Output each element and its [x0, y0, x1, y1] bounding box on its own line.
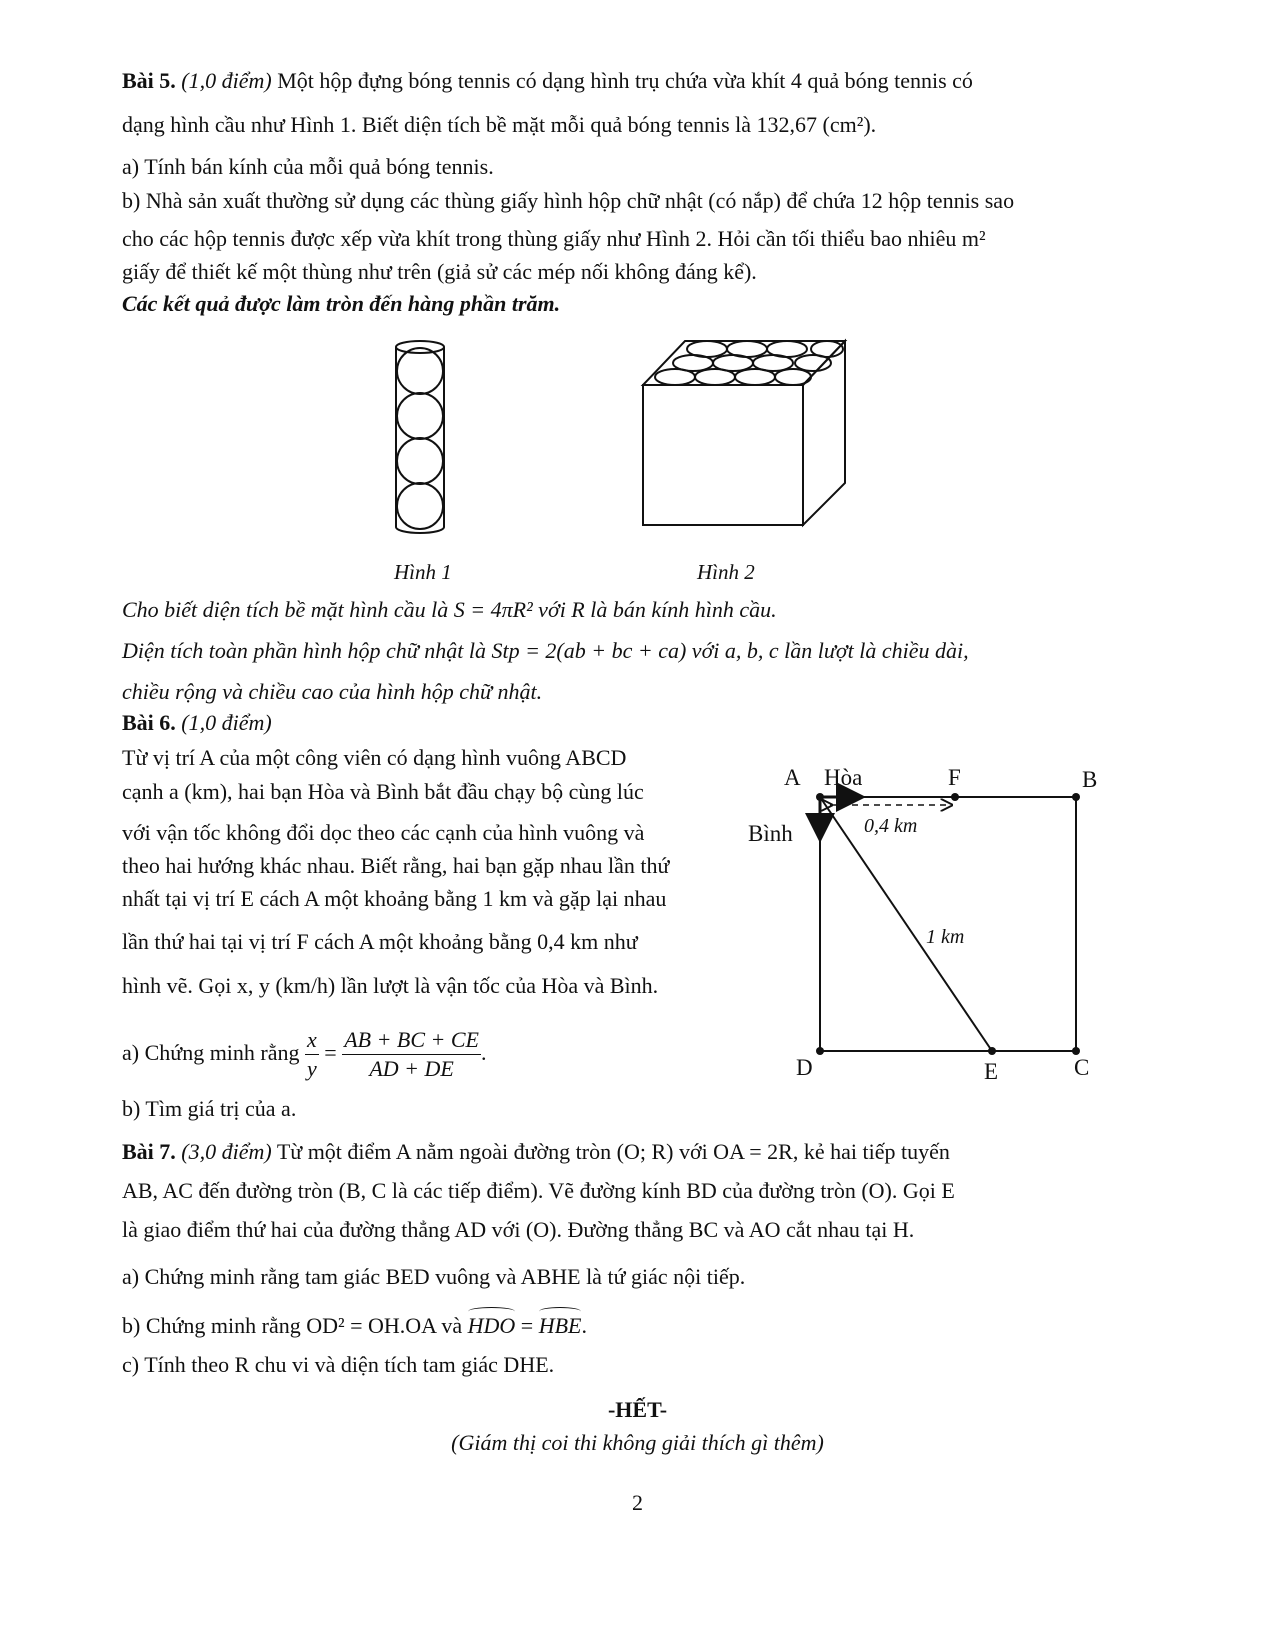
- bai7-text-1: Từ một điểm A nằm ngoài đường tròn (O; R) với OA = 2R, kẻ hai tiếp tuyến: [276, 1139, 950, 1164]
- bai5-text-1: Một hộp đựng bóng tennis có dạng hình trụ chứa vừa khít 4 quả bóng tennis có: [277, 68, 973, 93]
- label-e: E: [984, 1059, 999, 1084]
- bai6-line-4: theo hai hướng khác nhau. Biết rằng, hai bạn gặp nhau lần thứ: [122, 853, 670, 878]
- end-marker: -HẾT-: [607, 1397, 668, 1422]
- bai6-line-5: nhất tại vị trí E cách A một khoảng bằng 1 km và gặp lại nhau: [122, 886, 667, 911]
- tennis-ball-3: [397, 438, 443, 484]
- bai6-line-1: Từ vị trí A của một công viên có dạng hình vuông ABCD: [122, 745, 627, 770]
- point-a: [816, 793, 824, 801]
- label-b: B: [1082, 767, 1098, 792]
- bai5-line-2: dạng hình cầu như Hình 1. Biết diện tích bề mặt mỗi quả bóng tennis là 132,67 (cm²).: [122, 112, 877, 137]
- figure-2-box: [635, 335, 855, 530]
- point-c: [1072, 1047, 1080, 1055]
- bai7-part-b: b) Chứng minh rằng OD² = OH.OA và HDO = HBE.: [122, 1311, 1152, 1341]
- point-f: [951, 793, 959, 801]
- bai7-line-1: [122, 1137, 1152, 1167]
- square-abcd: [820, 797, 1076, 1051]
- point-b: [1072, 793, 1080, 801]
- bai6-part-a-prefix: a) Chứng minh rằng: [122, 1040, 300, 1065]
- label-dist-af: 0,4 km: [864, 815, 918, 837]
- figure-1-tennis-tube: [385, 335, 455, 535]
- fraction-x-over-y: $\frac{x}{y}$: [307, 1027, 317, 1082]
- bai6-points: (1,0 điểm): [181, 710, 272, 735]
- label-c: C: [1074, 1055, 1090, 1080]
- bai5-hint-1: Cho biết diện tích bề mặt hình cầu là S = 4πR² với R là bán kính hình cầu.: [122, 597, 777, 622]
- arc-hbe: HBE: [539, 1311, 582, 1341]
- bai5-title: Bài 5.: [122, 68, 176, 93]
- fraction-path-ratio: $\frac{AB + BC + CE}{AD + DE}$: [344, 1027, 479, 1082]
- label-a: A: [784, 765, 801, 790]
- page-number: 2: [632, 1490, 643, 1515]
- label-binh: Bình: [748, 821, 793, 846]
- bai7-line-2: AB, AC đến đường tròn (B, C là các tiếp điểm). Vẽ đường kính BD của đường tròn (O). Gọi E: [122, 1178, 955, 1203]
- tennis-ball-2: [397, 393, 443, 439]
- tennis-ball-4: [397, 483, 443, 529]
- equals-sign: =: [324, 1040, 337, 1065]
- tennis-ball-1: [397, 348, 443, 394]
- figure-1-label: Hình 1: [394, 560, 452, 584]
- point-d: [816, 1047, 824, 1055]
- label-d: D: [796, 1055, 813, 1080]
- bai7-points: (3,0 điểm): [181, 1139, 272, 1164]
- bai6-line-6: lần thứ hai tại vị trí F cách A một khoảng bằng 0,4 km như: [122, 929, 638, 954]
- box-front-face: [643, 385, 803, 525]
- bai7-line-3: là giao điểm thứ hai của đường thẳng AD với (O). Đường thẳng BC và AO cắt nhau tại H.: [122, 1217, 915, 1242]
- label-f: F: [948, 765, 961, 790]
- bai5-part-b-2: cho các hộp tennis được xếp vừa khít trong thùng giấy như Hình 2. Hỏi cần tối thiểu bao nhiêu m²: [122, 226, 986, 251]
- bai6-part-a: a) Chứng minh rằng $\frac{x}{y}$ = $\frac{AB + BC + CE}{AD + DE}$ .: [122, 1027, 487, 1082]
- bai6-line-7: hình vẽ. Gọi x, y (km/h) lần lượt là vận tốc của Hòa và Bình.: [122, 973, 659, 998]
- bai5-line-1: [122, 66, 1152, 96]
- bai7-part-a: a) Chứng minh rằng tam giác BED vuông và ABHE là tứ giác nội tiếp.: [122, 1264, 746, 1289]
- proctor-note: (Giám thị coi thi không giải thích gì thêm): [451, 1430, 824, 1455]
- bai6-line-3: với vận tốc không đổi dọc theo các cạnh của hình vuông và: [122, 820, 645, 845]
- bai5-points: (1,0 điểm): [181, 68, 272, 93]
- label-hoa: Hòa: [824, 765, 863, 790]
- bai5-part-a: a) Tính bán kính của mỗi quả bóng tennis.: [122, 154, 494, 179]
- bai5-round-note: Các kết quả được làm tròn đến hàng phần trăm.: [122, 291, 561, 316]
- bai6-line-2: cạnh a (km), hai bạn Hòa và Bình bắt đầu chạy bộ cùng lúc: [122, 779, 644, 804]
- bai7-title: Bài 7.: [122, 1139, 176, 1164]
- bai5-part-b-1: b) Nhà sản xuất thường sử dụng các thùng giấy hình hộp chữ nhật (có nắp) để chứa 12 hộp tennis sao: [122, 188, 1015, 213]
- arc-hdo: HDO: [468, 1311, 516, 1341]
- bai6-heading: [122, 708, 1152, 738]
- figure-square-park: [740, 755, 1115, 1090]
- bai6-part-b: b) Tìm giá trị của a.: [122, 1096, 297, 1121]
- bai6-title: Bài 6.: [122, 710, 176, 735]
- bai7-part-c: c) Tính theo R chu vi và diện tích tam giác DHE.: [122, 1352, 555, 1377]
- label-dist-ae: 1 km: [926, 926, 965, 948]
- bai5-part-b-3: giấy để thiết kế một thùng như trên (giả sử các mép nối không đáng kể).: [122, 259, 757, 284]
- bai7-part-b-prefix: b) Chứng minh rằng OD² = OH.OA và: [122, 1313, 463, 1338]
- point-e: [988, 1047, 996, 1055]
- figure-2-label: Hình 2: [697, 560, 755, 584]
- bai5-hint-3: chiều rộng và chiều cao của hình hộp chữ nhật.: [122, 679, 543, 704]
- bai5-hint-2: Diện tích toàn phần hình hộp chữ nhật là Stp = 2(ab + bc + ca) với a, b, c lần lượt là chiều dài,: [122, 638, 969, 663]
